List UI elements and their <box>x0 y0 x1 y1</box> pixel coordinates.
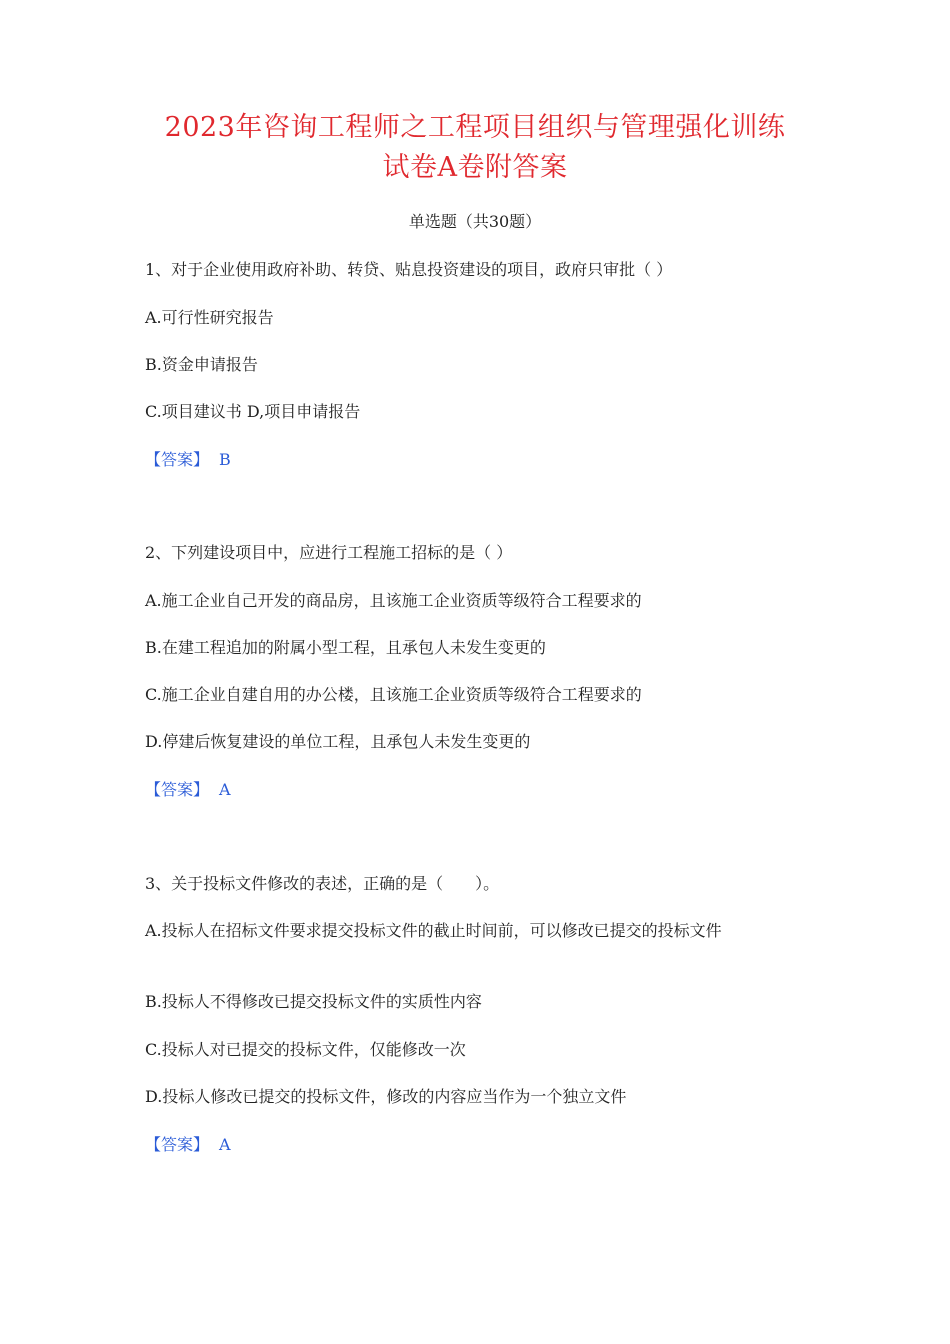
title-line-1: 2023年咨询工程师之工程项目组织与管理强化训练 <box>164 112 786 143</box>
question-2-option-c: C.施工企业自建自用的办公楼，且该施工企业资质等级符合工程要求的 <box>145 685 642 704</box>
question-3-option-b: B.投标人不得修改已提交投标文件的实质性内容 <box>145 992 482 1011</box>
question-3-option-c: C.投标人对已提交的投标文件，仅能修改一次 <box>145 1040 466 1059</box>
question-1-option-c: C.项目建议书 D,项目申请报告 <box>145 402 361 421</box>
question-2-answer <box>145 778 231 802</box>
answer-value: A <box>219 780 231 799</box>
question-3-option-a: A.投标人在招标文件要求提交投标文件的截止时间前，可以修改已提交的投标文件 <box>145 921 722 940</box>
question-1-stem: 1、对于企业使用政府补助、转贷、贴息投资建设的项目，政府只审批（ ） <box>145 260 673 279</box>
question-1-answer <box>145 448 231 472</box>
question-2-option-a: A.施工企业自己开发的商品房，且该施工企业资质等级符合工程要求的 <box>145 591 642 610</box>
section-heading: 单选题（共30题） <box>408 212 542 231</box>
question-2-stem: 2、下列建设项目中，应进行工程施工招标的是（ ） <box>145 543 513 562</box>
question-3-stem: 3、关于投标文件修改的表述，正确的是（ ）。 <box>145 874 500 893</box>
question-2-option-b: B.在建工程追加的附属小型工程，且承包人未发生变更的 <box>145 638 546 657</box>
answer-value: B <box>219 450 231 469</box>
question-3-answer <box>145 1133 231 1157</box>
answer-value: A <box>219 1135 231 1154</box>
question-3-option-d: D.投标人修改已提交的投标文件，修改的内容应当作为一个独立文件 <box>145 1087 627 1106</box>
answer-label: 【答案】 <box>145 450 210 469</box>
question-2-option-d: D.停建后恢复建设的单位工程，且承包人未发生变更的 <box>145 732 531 751</box>
answer-label: 【答案】 <box>145 780 210 799</box>
question-1-option-b: B.资金申请报告 <box>145 355 258 374</box>
title-line-2: 试卷A卷附答案 <box>382 152 568 183</box>
answer-label: 【答案】 <box>145 1135 210 1154</box>
document-title <box>120 108 830 188</box>
question-1-option-a: A.可行性研究报告 <box>145 308 274 327</box>
